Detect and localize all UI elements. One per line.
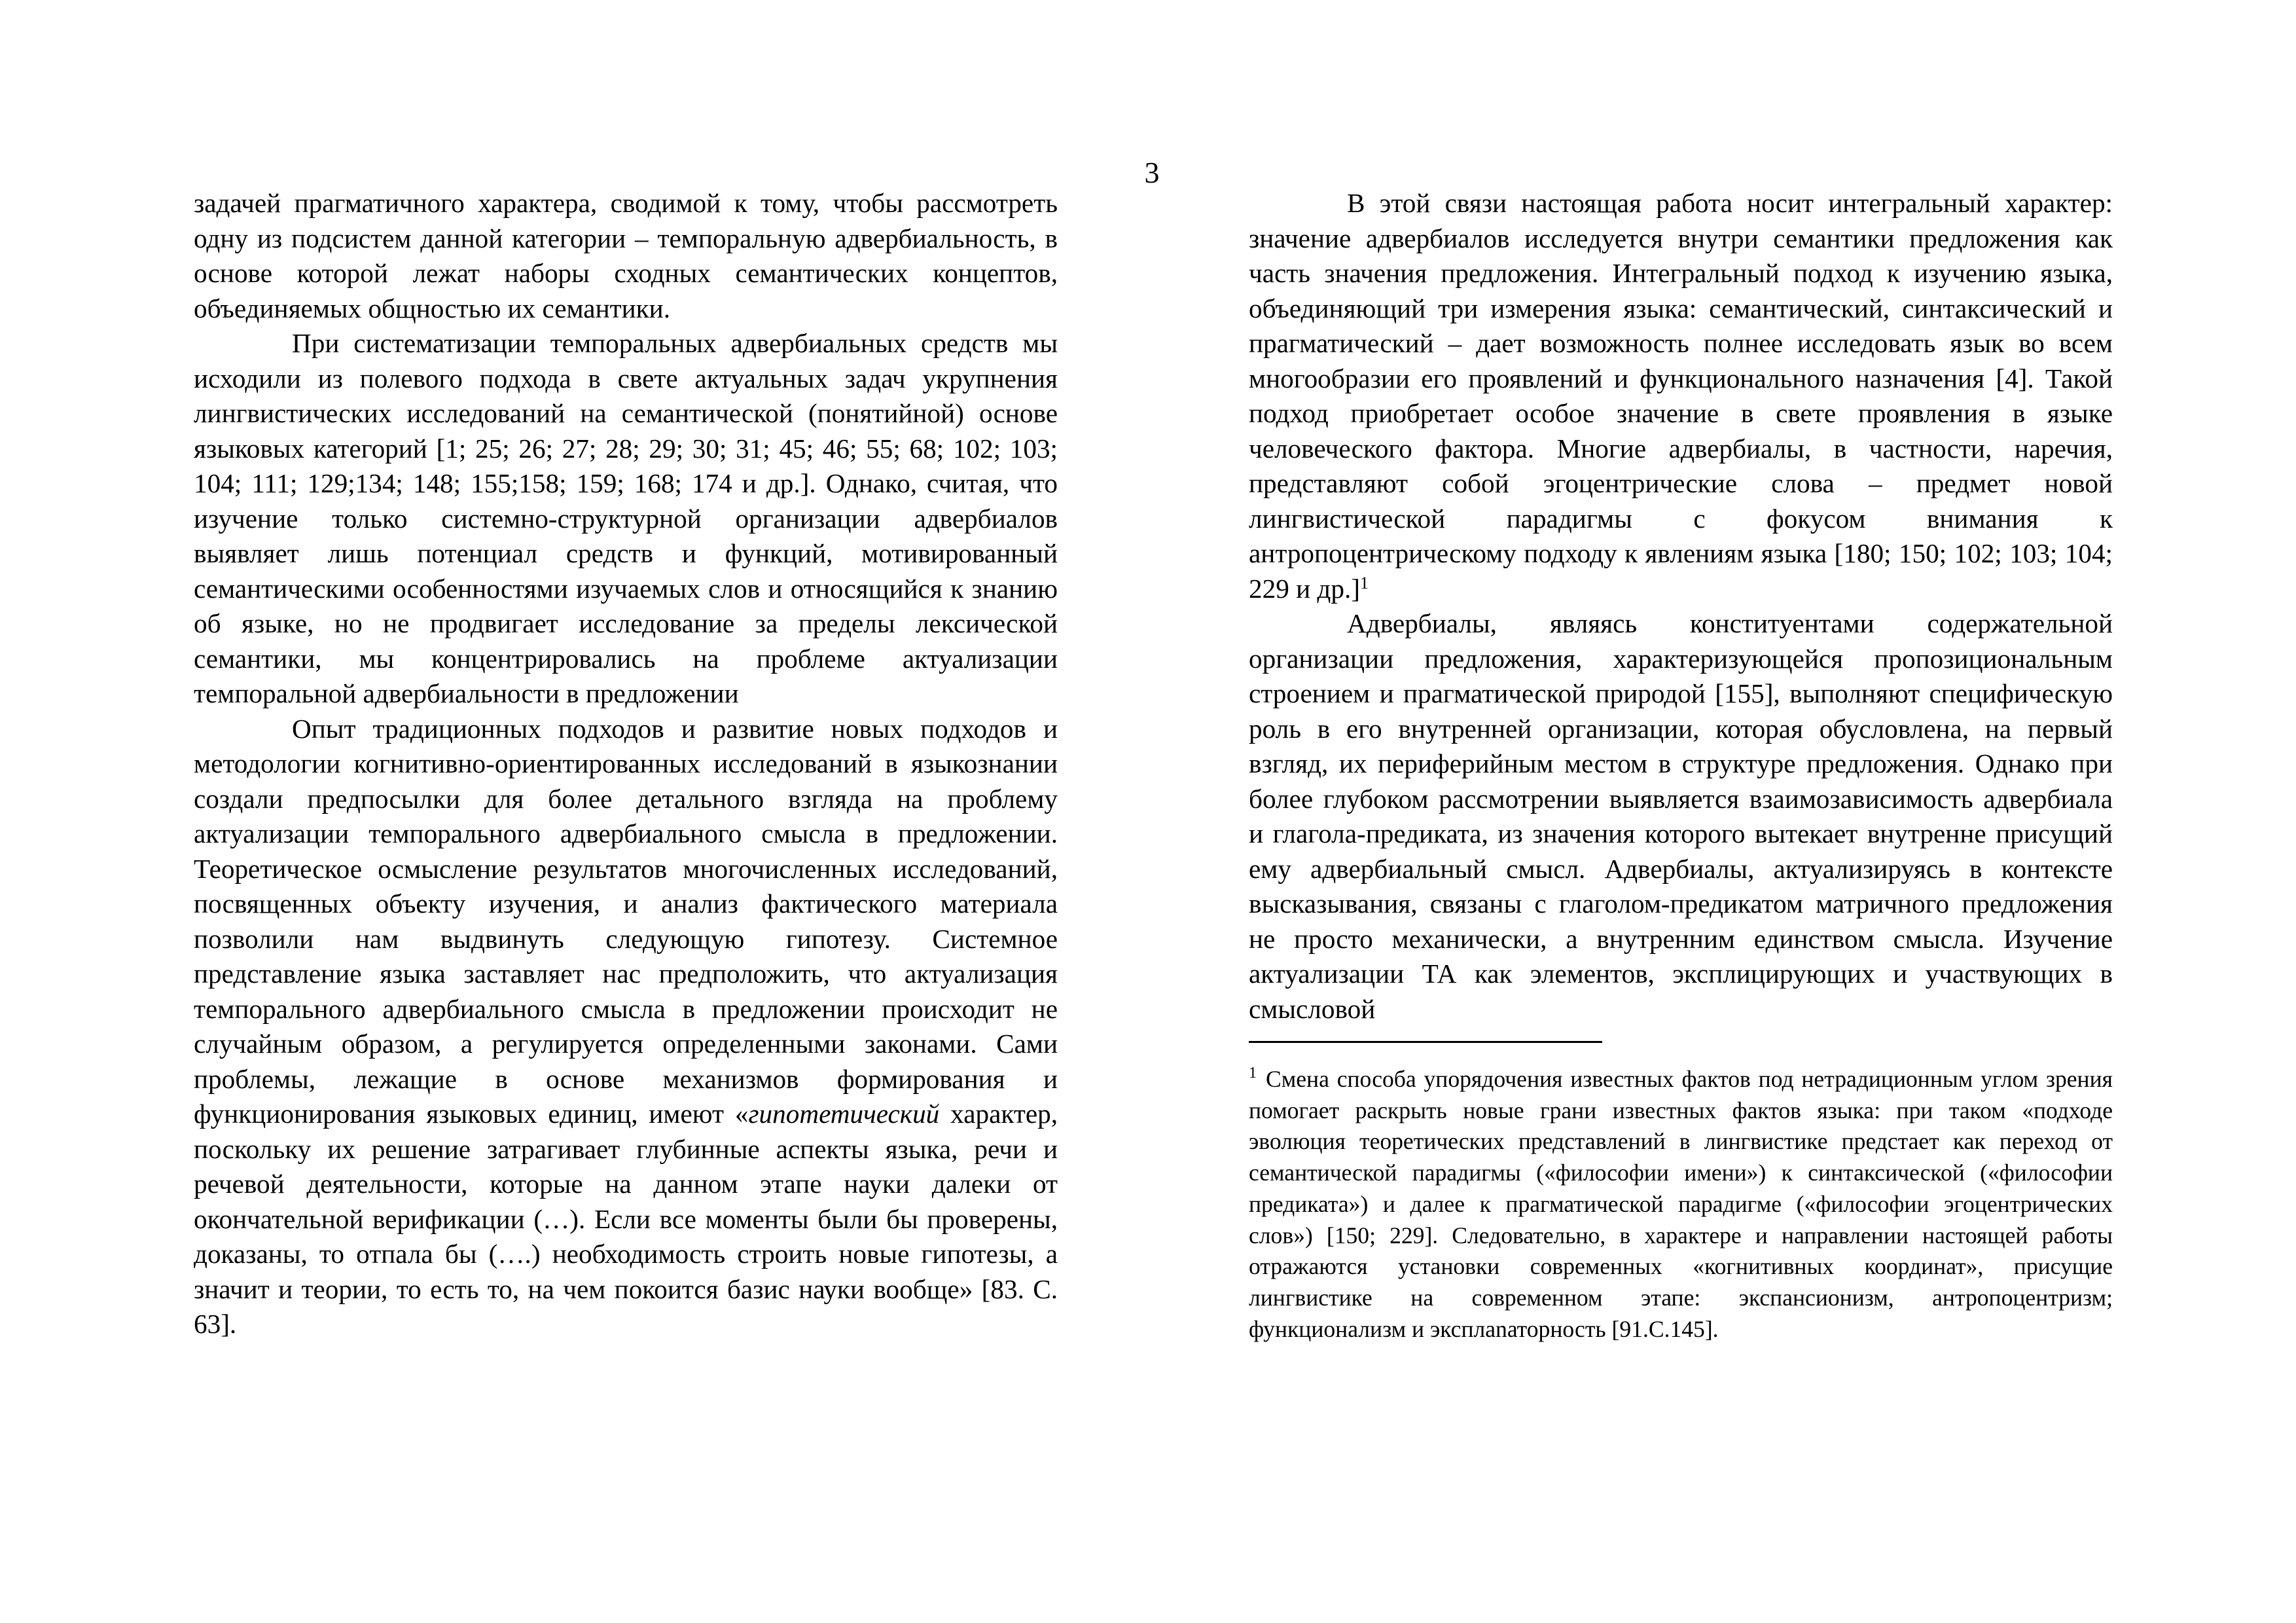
- left-paragraph-3-start: Опыт традиционных подходов и развитие новых подходов и методологии когнитивно-ориентированных исследований в языкознании создали предпосылки для более детального взгляда на проблему актуализации темпорального адвербиального смысла в предложении. Теоретическое осмысление результатов многочисленных исследований, посвященных объекту изучения, и анализ фактического материала позволили нам выдвинуть следующую гипотезу. Системное представление языка заставляет нас предположить, что актуализация темпорального адвербиального смысла в предложении происходит не случайным образом, а регулируется определенными законами. Сами проблемы, лежащие в основе механизмов формирования и функционирования языковых единиц, имеют «: [194, 713, 1058, 1129]
- footnote: [1249, 1064, 2113, 1345]
- left-column: [194, 186, 1058, 1342]
- right-paragraph-2: Адвербиалы, являясь конституентами содержательной организации предложения, характеризующейся пропозициональным строением и прагматической природой [155], выполняют специфическую роль в его внутренней организации, которая обусловлена, на первый взгляд, их периферийным местом в структуре предложения. Однако при более глубоком рассмотрении выявляется взаимозависимость адвербиала и глагола-предиката, из значения которого вытекает внутренне присущий ему адвербиальный смысл. Адвербиалы, актуализируясь в контексте высказывания, связаны с глаголом-предикатом матричного предложения не просто механически, а внутренним единством смысла. Изучение актуализации ТА как элементов, эксплицирующих и участвующих в смысловой: [1249, 608, 2113, 1024]
- left-paragraph-2: При систематизации темпоральных адвербиальных средств мы исходили из полевого подхода в свете актуальных задач укрупнения лингвистических исследований на семантической (понятийной) основе языковых категорий [1; 25; 26; 27; 28; 29; 30; 31; 45; 46; 55; 68; 102; 103; 104; 111; 129;134; 148; 155;158; 159; 168; 174 и др.]. Однако, считая, что изучение только системно-структурной организации адвербиалов выявляет лишь потенциал средств и функций, мотивированный семантическими особенностями изучаемых слов и относящийся к знанию об языке, но не продвигает исследование за пределы лексической семантики, мы концентрировались на проблеме актуализации темпоральной адвербиальности в предложении: [194, 328, 1058, 708]
- footnote-text: Смена способа упорядочения известных фактов под нетрадиционным углом зрения помогает раскрыть новые грани известных фактов языка: при таком «подходе эволюция теоретических представлений в лингвистике предстает как переход от семантической парадигмы («философии имени») к синтаксической («философии предиката») и далее к прагматической парадигме («философии эгоцентрических слов») [150; 229]. Следовательно, в характере и направлении настоящей работы отражаются установки современных «когнитивных координат», присущие лингвистике на современном этапе: экспансионизм, антропоцентризм; функционализм и эксплanаторность [91.С.145].: [1249, 1066, 2113, 1342]
- right-paragraph-1-text: В этой связи настоящая работа носит интегральный характер: значение адвербиалов исследуется внутри семантики предложения как часть значения предложения. Интегральный подход к изучению языка, объединяющий три измерения языка: семантический, синтаксический и прагматический – дает возможность полнее исследовать язык во всем многообразии его проявлений и функционального назначения [4]. Такой подход приобретает особое значение в свете проявления в языке человеческого фактора. Многие адвербиалы, в частности, наречия, представляют собой эгоцентрические слова – предмет новой лингвистической парадигмы с фокусом внимания к антропоцентрическому подходу к явлениям языка [180; 150; 102; 103; 104; 229 и др.]: [1249, 188, 2113, 604]
- footnote-mark: 1: [1249, 1065, 1257, 1082]
- right-column: [1249, 186, 2113, 1345]
- right-paragraph-1: [1249, 186, 2113, 606]
- left-paragraph-3: [194, 712, 1058, 1342]
- left-paragraph-1: задачей прагматичного характера, сводимой к тому, чтобы рассмотреть одну из подсистем данной категории – темпоральную адвербиальность, в основе которой лежат наборы сходных семантических концептов, объединяемых общностью их семантики.: [194, 188, 1058, 323]
- left-paragraph-3-end: характер, поскольку их решение затрагивает глубинные аспекты языка, речи и речевой деятельности, которые на данном этапе науки далеки от окончательной верификации (…). Если все моменты были бы проверены, доказаны, то отпала бы (….) необходимость строить новые гипотезы, а значит и теории, то есть то, на чем покоится базис науки вообще» [83. С. 63].: [194, 1099, 1058, 1339]
- footnote-reference: 1: [1359, 573, 1369, 593]
- footnote-separator: [1249, 1041, 1602, 1043]
- left-paragraph-3-italic: гипотетический: [748, 1099, 940, 1129]
- page-number: 3: [1144, 156, 1160, 189]
